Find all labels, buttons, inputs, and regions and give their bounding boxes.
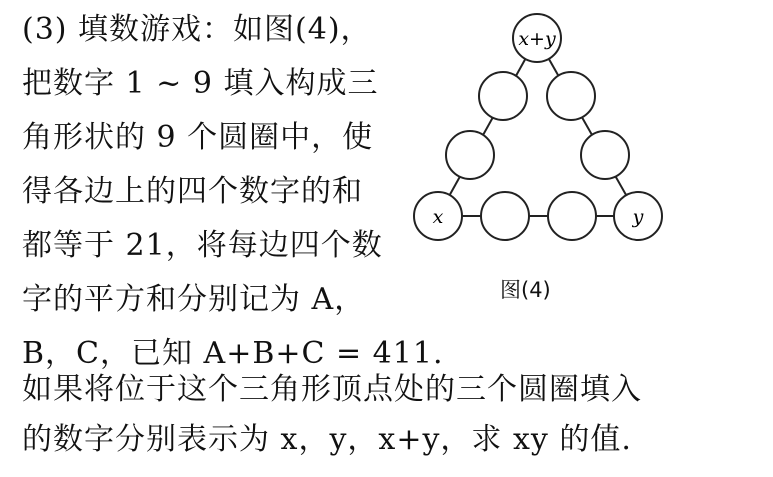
problem-line-1: (3) 填数游戏：如图(4)， <box>22 12 372 47</box>
left-edge <box>438 38 537 216</box>
figure-caption: 图(4) <box>500 278 551 302</box>
right-vertex-label: y <box>632 206 644 228</box>
left-vertex-label: x <box>432 206 444 228</box>
top-vertex-label: x+y <box>518 28 556 50</box>
circle-left-2 <box>446 131 494 179</box>
problem-line-3: 角形状的 9 个圆圈中，使 <box>22 120 374 155</box>
circle-left-1 <box>479 72 527 120</box>
problem-line-6: 字的平方和分别记为 A， <box>22 282 366 317</box>
problem-line-2: 把数字 1 ~ 9 填入构成三 <box>22 66 379 101</box>
problem-line-8: 如果将位于这个三角形顶点处的三个圆圈填入 <box>22 372 642 407</box>
right-edge <box>537 38 638 216</box>
circle-bottom-2 <box>548 192 596 240</box>
triangle-circle-figure <box>405 5 665 245</box>
problem-line-9: 的数字分别表示为 x，y，x+y，求 xy 的值. <box>22 422 632 457</box>
circle-right-1 <box>547 72 595 120</box>
circle-bottom-1 <box>481 192 529 240</box>
circle-right-2 <box>581 131 629 179</box>
problem-line-7: B，C，已知 A+B+C = 411. <box>22 336 444 371</box>
problem-line-5: 都等于 21，将每边四个数 <box>22 228 383 263</box>
problem-line-4: 得各边上的四个数字的和 <box>22 174 363 209</box>
